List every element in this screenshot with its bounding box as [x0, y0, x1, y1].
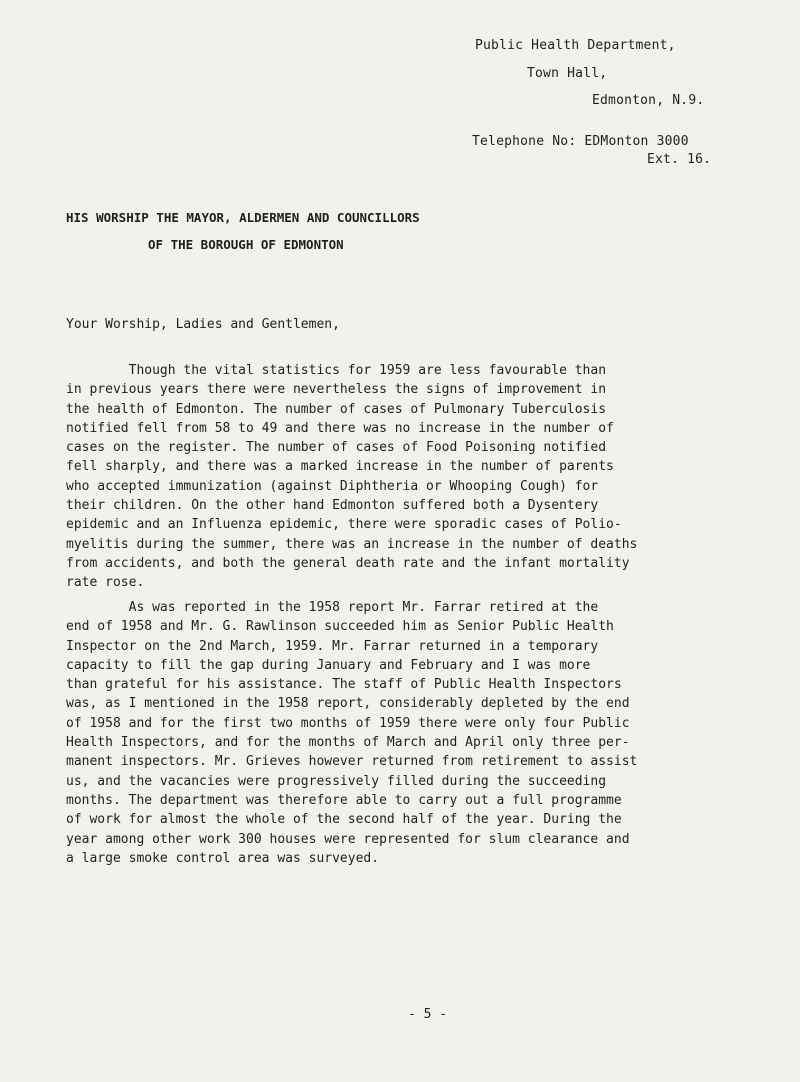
- paragraph-line: year among other work 300 houses were represented for slum clearance and: [66, 831, 630, 847]
- letterhead-extension: Ext. 16.: [647, 152, 712, 167]
- paragraph-line: rate rose.: [66, 575, 145, 591]
- paragraph-line: than grateful for his assistance. The staff of Public Health Inspectors: [66, 677, 622, 693]
- paragraph-line: fell sharply, and there was a marked increase in the number of parents: [66, 459, 614, 475]
- paragraph-line: Though the vital statistics for 1959 are less favourable than: [66, 363, 607, 378]
- paragraph-line: Inspector on the 2nd March, 1959. Mr. Farrar returned in a temporary: [66, 638, 599, 654]
- paragraph-line: As was reported in the 1958 report Mr. Farrar retired at the: [66, 600, 599, 615]
- paragraph-line: end of 1958 and Mr. G. Rawlinson succeeded him as Senior Public Health: [66, 619, 614, 635]
- paragraph-line: in previous years there were nevertheless the signs of improvement in: [66, 382, 607, 398]
- paragraph-line: of work for almost the whole of the second half of the year. During the: [66, 812, 622, 828]
- salutation: Your Worship, Ladies and Gentlemen,: [66, 317, 340, 332]
- letterhead-town: Edmonton, N.9.: [592, 93, 705, 108]
- paragraph-line: Health Inspectors, and for the months of March and April only three per-: [66, 735, 630, 751]
- paragraph-line: epidemic and an Influenza epidemic, there were sporadic cases of Polio-: [66, 517, 622, 533]
- letterhead-department: Public Health Department,: [475, 38, 676, 53]
- paragraph-line: capacity to fill the gap during January and February and I was more: [66, 657, 591, 673]
- paragraph-line: months. The department was therefore able to carry out a full programme: [66, 792, 622, 808]
- paragraph-line: who accepted immunization (against Diphtheria or Whooping Cough) for: [66, 478, 599, 494]
- paragraph-line: a large smoke control area was surveyed.: [66, 850, 380, 866]
- paragraph-line: of 1958 and for the first two months of 1959 there were only four Public: [66, 715, 630, 731]
- letterhead-telephone: Telephone No: EDMonton 3000: [472, 134, 689, 149]
- body-paragraph-1: [66, 361, 746, 593]
- addressee-line-1: HIS WORSHIP THE MAYOR, ALDERMEN AND COUNCILLORS: [66, 210, 420, 225]
- paragraph-line: us, and the vacancies were progressively filled during the succeeding: [66, 773, 607, 789]
- letterhead-hall: Town Hall,: [527, 66, 608, 81]
- paragraph-line: their children. On the other hand Edmonton suffered both a Dysentery: [66, 498, 599, 514]
- body-paragraph-2: [66, 598, 746, 868]
- paragraph-line: cases on the register. The number of cases of Food Poisoning notified: [66, 440, 607, 456]
- addressee-line-2: OF THE BOROUGH OF EDMONTON: [148, 237, 344, 252]
- paragraph-line: notified fell from 58 to 49 and there was no increase in the number of: [66, 420, 614, 436]
- paragraph-line: manent inspectors. Mr. Grieves however returned from retirement to assist: [66, 754, 638, 770]
- page-number: - 5 -: [408, 1007, 448, 1022]
- paragraph-line: was, as I mentioned in the 1958 report, considerably depleted by the end: [66, 696, 630, 712]
- paragraph-line: the health of Edmonton. The number of cases of Pulmonary Tuberculosis: [66, 401, 607, 417]
- paragraph-line: from accidents, and both the general death rate and the infant mortality: [66, 555, 630, 571]
- paragraph-line: myelitis during the summer, there was an increase in the number of deaths: [66, 536, 638, 552]
